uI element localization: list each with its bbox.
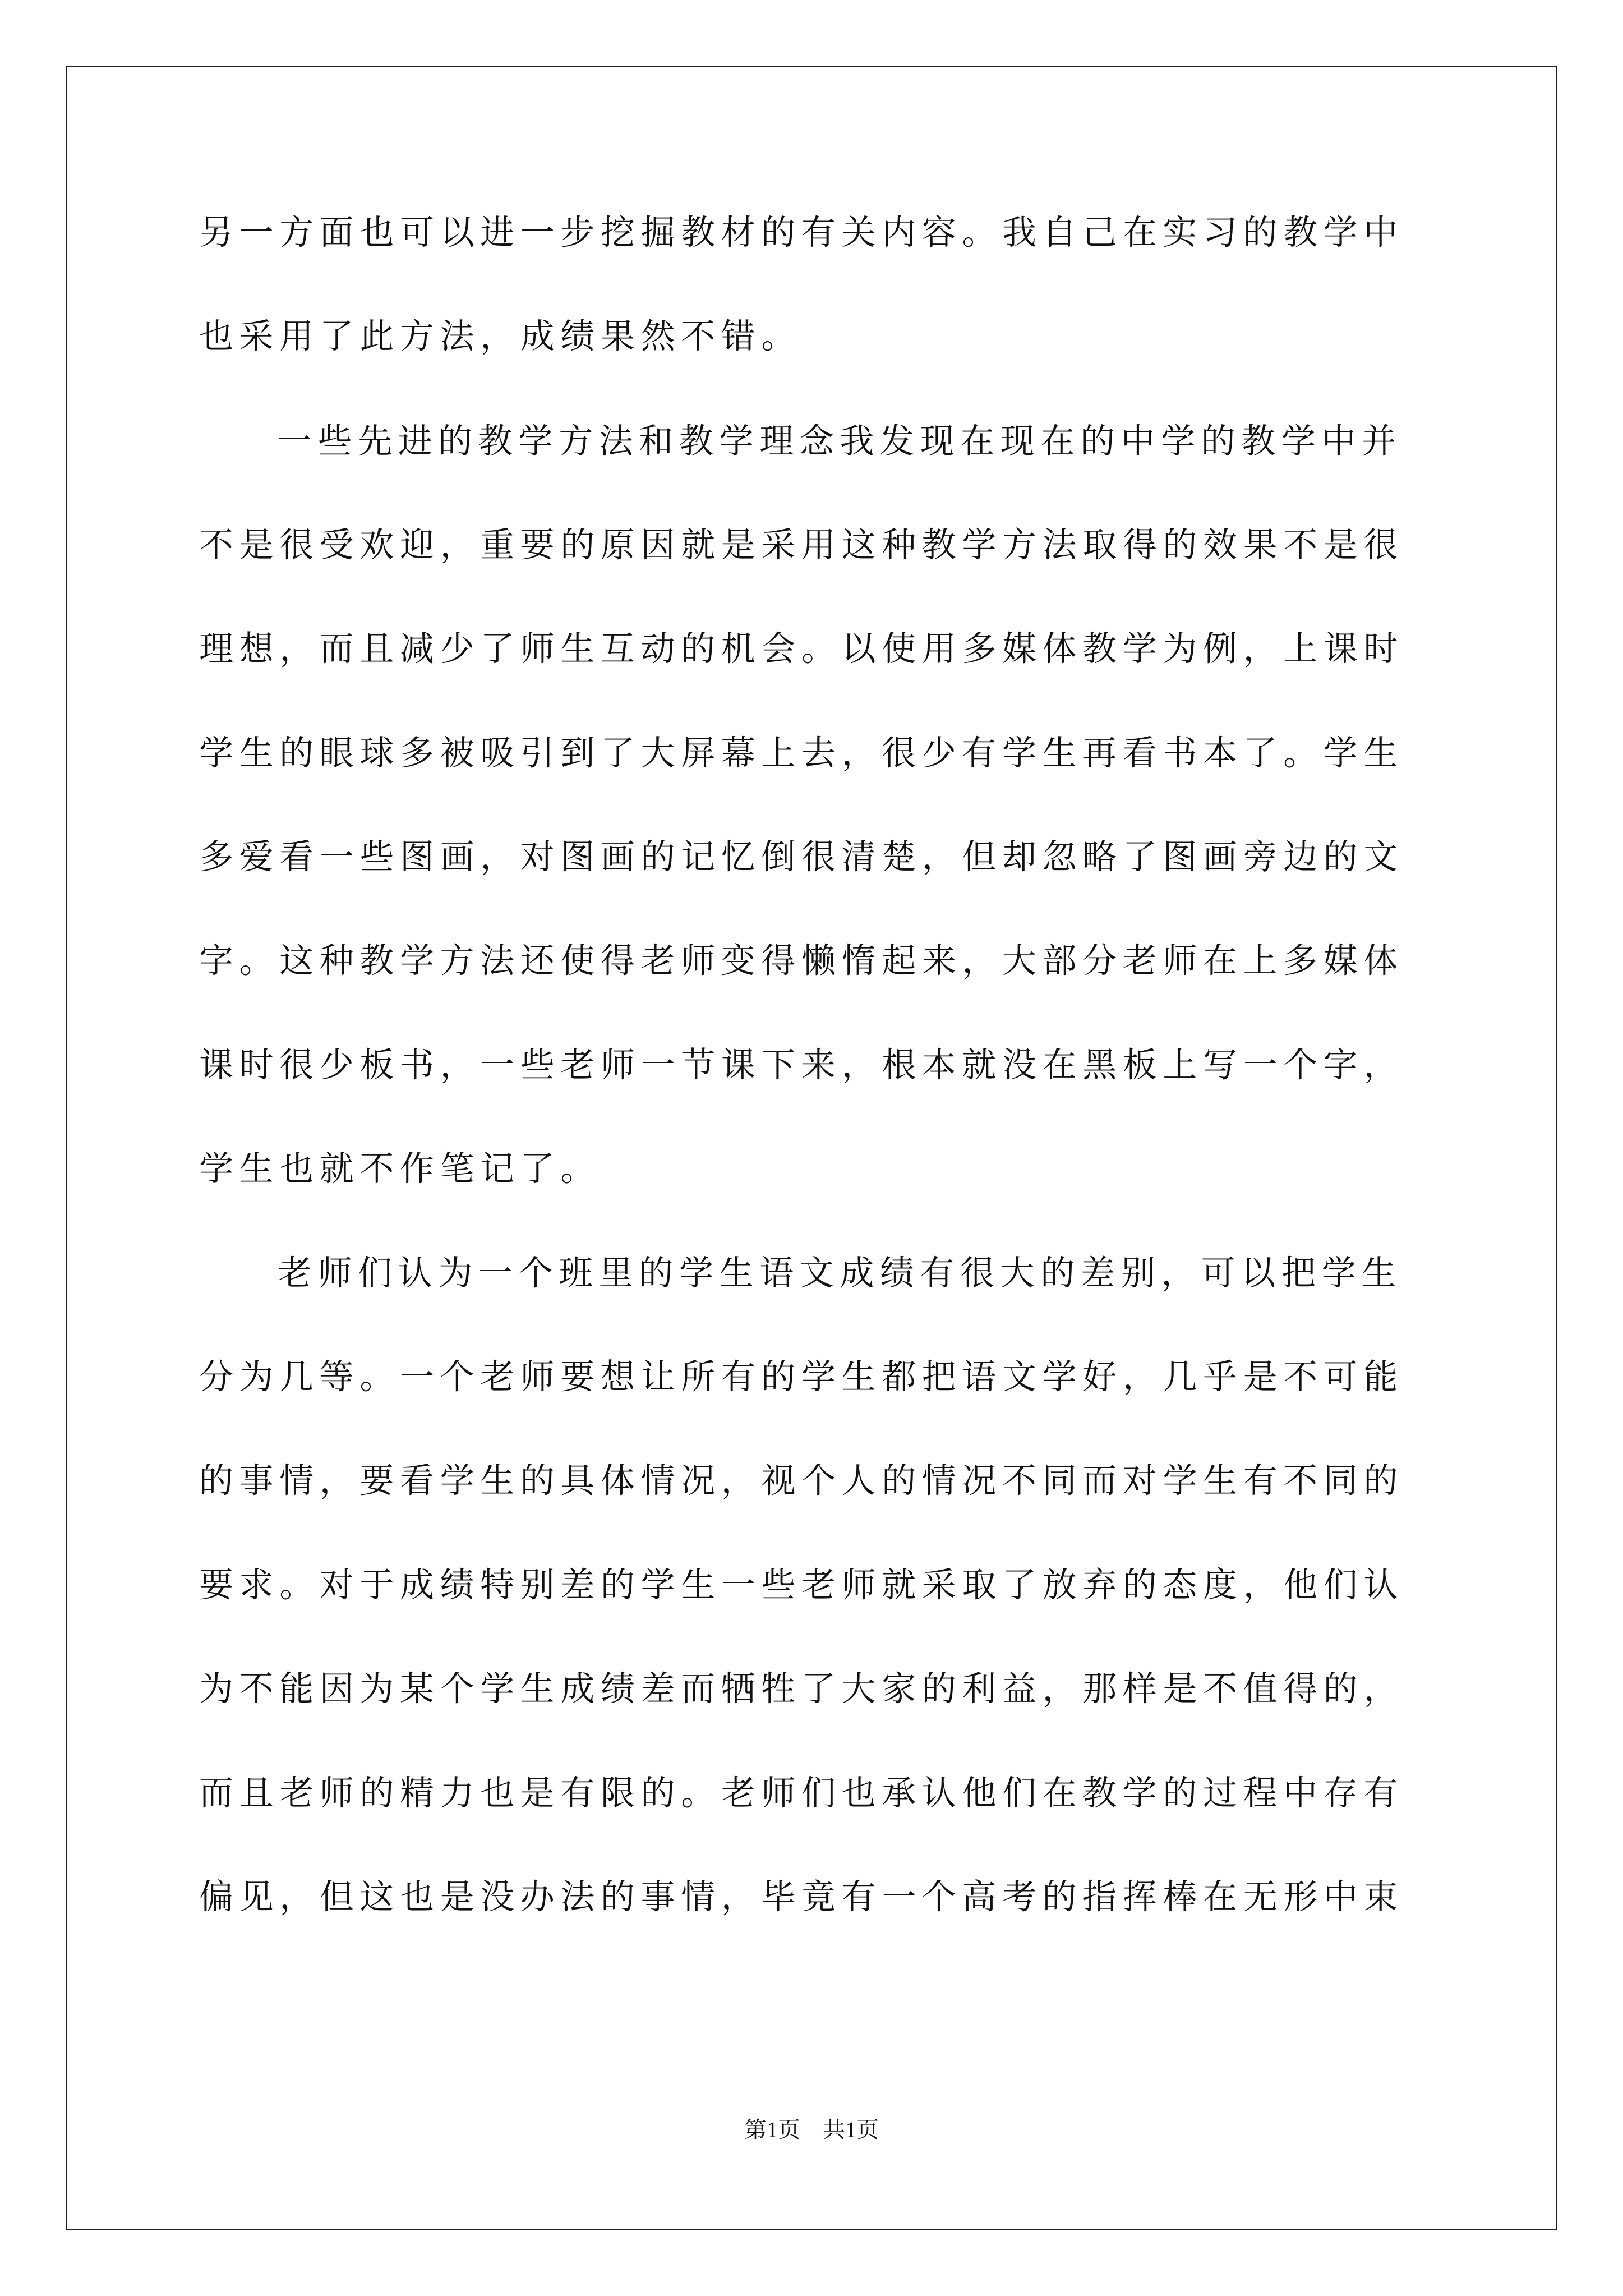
text-line: 不是很受欢迎，重要的原因就是采用这种教学方法取得的效果不是很 [199,525,1404,565]
text-line: 字。这种教学方法还使得老师变得懒惰起来，大部分老师在上多媒体 [199,941,1404,981]
text-line: 学生的眼球多被吸引到了大屏幕上去，很少有学生再看书本了。学生 [199,733,1404,773]
paragraph-first-line: 一些先进的教学方法和教学理念我发现在现在的中学的教学中并 [278,421,1402,461]
text-line: 要求。对于成绩特别差的学生一些老师就采取了放弃的态度，他们认 [199,1565,1404,1605]
text-line: 而且老师的精力也是有限的。老师们也承认他们在教学的过程中存有 [199,1773,1404,1813]
paragraph-first-line: 老师们认为一个班里的学生语文成绩有很大的差别，可以把学生 [278,1253,1402,1293]
text-line: 理想，而且减少了师生互动的机会。以使用多媒体教学为例，上课时 [199,629,1404,669]
text-line: 的事情，要看学生的具体情况，视个人的情况不同而对学生有不同的 [199,1461,1404,1501]
text-line: 也采用了此方法，成绩果然不错。 [199,316,802,356]
text-line: 多爱看一些图画，对图画的记忆倒很清楚，但却忽略了图画旁边的文 [199,837,1404,877]
text-line: 为不能因为某个学生成绩差而牺牲了大家的利益，那样是不值得的， [199,1669,1404,1709]
text-line: 课时很少板书，一些老师一节课下来，根本就没在黑板上写一个字， [199,1045,1404,1085]
text-line: 另一方面也可以进一步挖掘教材的有关内容。我自己在实习的教学中 [199,213,1404,252]
text-line: 学生也就不作笔记了。 [199,1149,601,1189]
text-line: 分为几等。一个老师要想让所有的学生都把语文学好，几乎是不可能 [199,1357,1404,1397]
page-number: 第1页 共1页 [744,2117,879,2142]
text-line: 偏见，但这也是没办法的事情，毕竟有一个高考的指挥棒在无形中束 [199,1877,1404,1917]
